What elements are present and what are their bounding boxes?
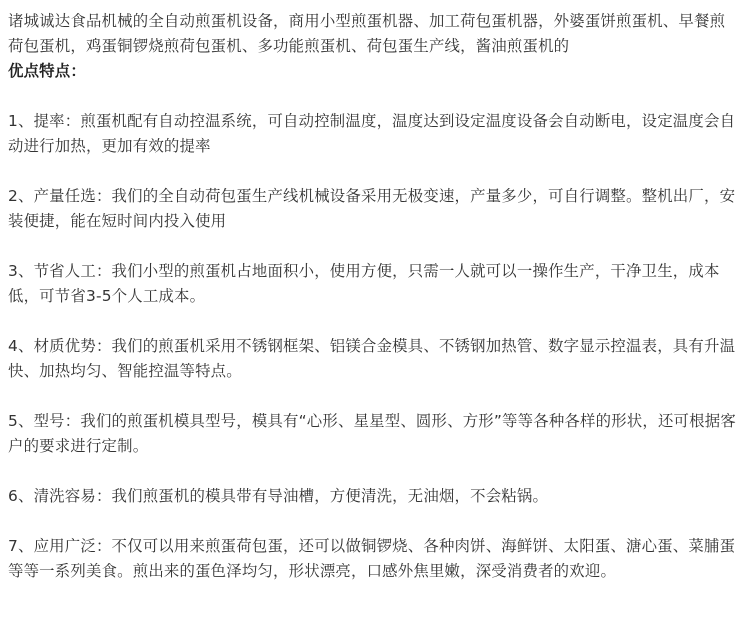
- feature-item-labor: 3、节省人工：我们小型的煎蛋机占地面积小，使用方便，只需一人就可以一操作生产，干净卫生，成本低，可节省3-5个人工成本。: [8, 262, 720, 305]
- intro-paragraph: [8, 9, 738, 84]
- feature-item-applications: 7、应用广泛：不仅可以用来煎蛋荷包蛋，还可以做铜锣烧、各种肉饼、海鲜饼、太阳蛋、溏心蛋、菜脯蛋等等一系列美食。煎出来的蛋色泽均匀，形状漂亮，口感外焦里嫩，深受消费者的欢迎。: [8, 537, 736, 580]
- article-body: [8, 9, 738, 584]
- intro-text: 诸城诚达食品机械的全自动煎蛋机设备，商用小型煎蛋机器、加工荷包蛋机器，外婆蛋饼煎蛋机、早餐煎荷包蛋机，鸡蛋铜锣烧煎荷包蛋机、多功能煎蛋机、荷包蛋生产线，酱油煎蛋机的: [8, 12, 726, 55]
- feature-item-output: 2、产量任选：我们的全自动荷包蛋生产线机械设备采用无极变速，产量多少，可自行调整。整机出厂，安装便捷，能在短时间内投入使用: [8, 187, 736, 230]
- feature-item-efficiency: 1、提率：煎蛋机配有自动控温系统，可自动控制温度，温度达到设定温度设备会自动断电，设定温度会自动进行加热，更加有效的提率: [8, 112, 736, 155]
- feature-item-models: 5、型号：我们的煎蛋机模具型号，模具有“心形、星星型、圆形、方形”等等各种各样的形状，还可根据客户的要求进行定制。: [8, 412, 736, 455]
- feature-item-material: 4、材质优势：我们的煎蛋机采用不锈钢框架、铝镁合金模具、不锈钢加热管、数字显示控温表，具有升温快、加热均匀、智能控温等特点。: [8, 337, 736, 380]
- features-heading: 优点特点：: [8, 62, 86, 80]
- feature-item-cleaning: 6、清洗容易：我们煎蛋机的模具带有导油槽，方便清洗，无油烟，不会粘锅。: [8, 487, 549, 505]
